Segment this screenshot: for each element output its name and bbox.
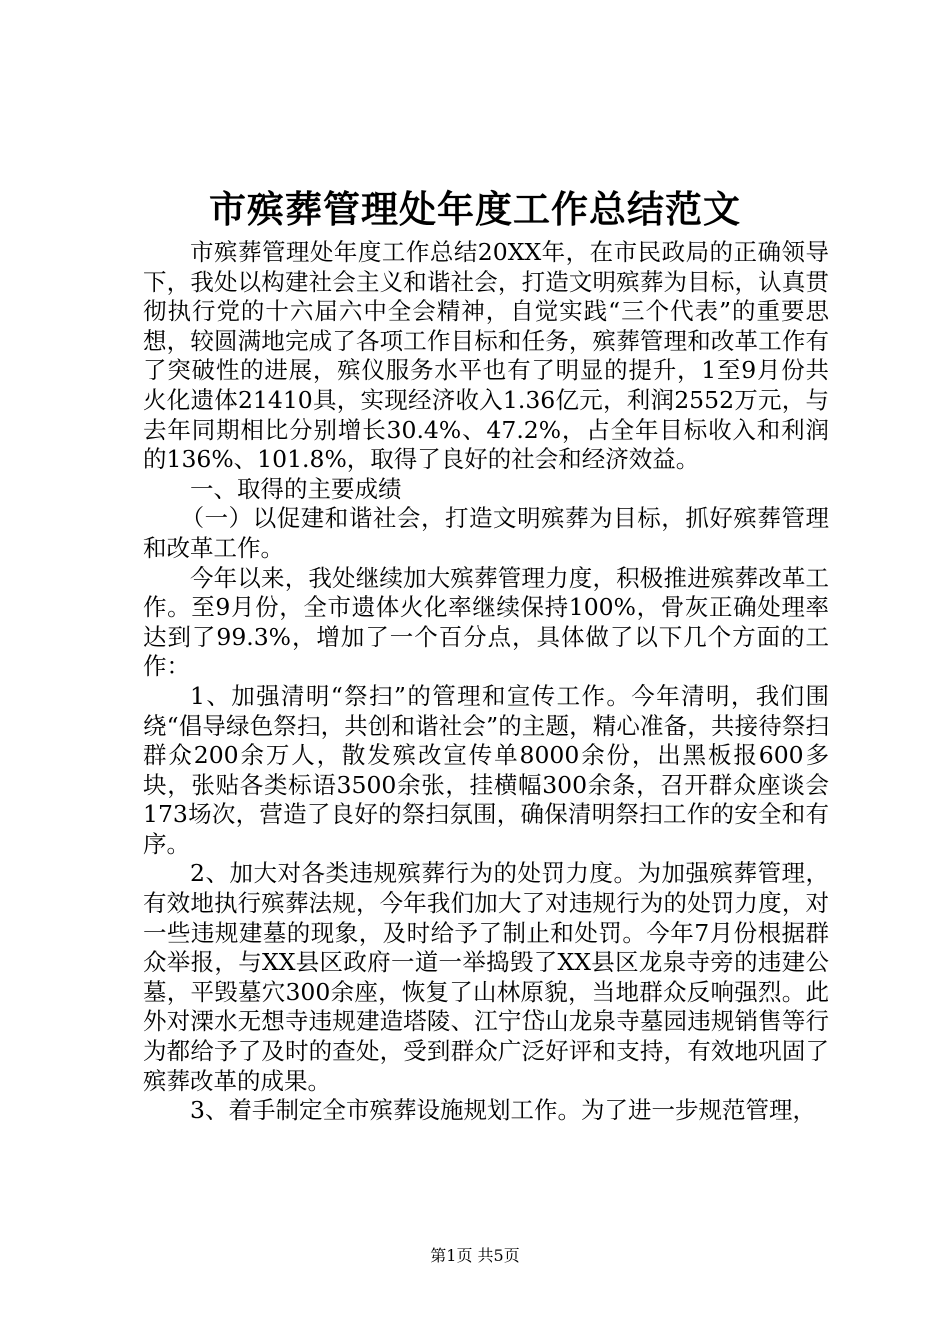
document-body: [143, 238, 829, 1126]
intro-paragraph: 市殡葬管理处年度工作总结20XX年，在市民政局的正确领导下，我处以构建社会主义和谐社会，打造文明殡葬为目标，认真贯彻执行党的十六届六中全会精神，自觉实践“三个代表”的重要思想，较圆满地完成了各项工作目标和任务，殡葬管理和改革工作有了突破性的进展，殡仪服务水平也有了明显的提升，1至9月份共火化遗体21410具，实现经济收入1.36亿元，利润2552万元，与去年同期相比分别增长30.4%、47.2%，占全年目标收入和利润的136%、101.8%，取得了良好的社会和经济效益。: [143, 238, 829, 474]
document-title: 市殡葬管理处年度工作总结范文: [209, 187, 741, 231]
list-item-3: 3、着手制定全市殡葬设施规划工作。为了进一步规范管理，: [190, 1096, 816, 1125]
list-item-1: 1、加强清明“祭扫”的管理和宣传工作。今年清明，我们围绕“倡导绿色祭扫，共创和谐社会”的主题，精心准备，共接待祭扫群众200余万人，散发殡改宣传单8000余份，出黑板报600多块，张贴各类标语3500余张，挂横幅300余条，召开群众座谈会173场次，营造了良好的祭扫氛围，确保清明祭扫工作的安全和有序。: [143, 681, 829, 858]
page-footer: 第1页 共5页: [430, 1246, 520, 1265]
list-item-2: 2、加大对各类违规殡葬行为的处罚力度。为加强殡葬管理，有效地执行殡葬法规，今年我们加大了对违规行为的处罚力度，对一些违规建墓的现象，及时给予了制止和处罚。今年7月份根据群众举报，与XX县区政府一道一举捣毁了XX县区龙泉寺旁的违建公墓，平毁墓穴300余座，恢复了山林原貌，当地群众反响强烈。此外对溧水无想寺违规建造塔陵、江宁岱山龙泉寺墓园违规销售等行为都给予了及时的查处，受到群众广泛好评和支持，有效地巩固了殡葬改革的成果。: [143, 859, 829, 1095]
section-heading: 一、取得的主要成绩: [190, 474, 402, 503]
body-paragraph: 今年以来，我处继续加大殡葬管理力度，积极推进殡葬改革工作。至9月份，全市遗体火化率继续保持100%，骨灰正确处理率达到了99.3%，增加了一个百分点，具体做了以下几个方面的工作：: [143, 563, 829, 681]
subsection-heading: （一）以促建和谐社会，打造文明殡葬为目标，抓好殡葬管理和改革工作。: [143, 504, 829, 562]
